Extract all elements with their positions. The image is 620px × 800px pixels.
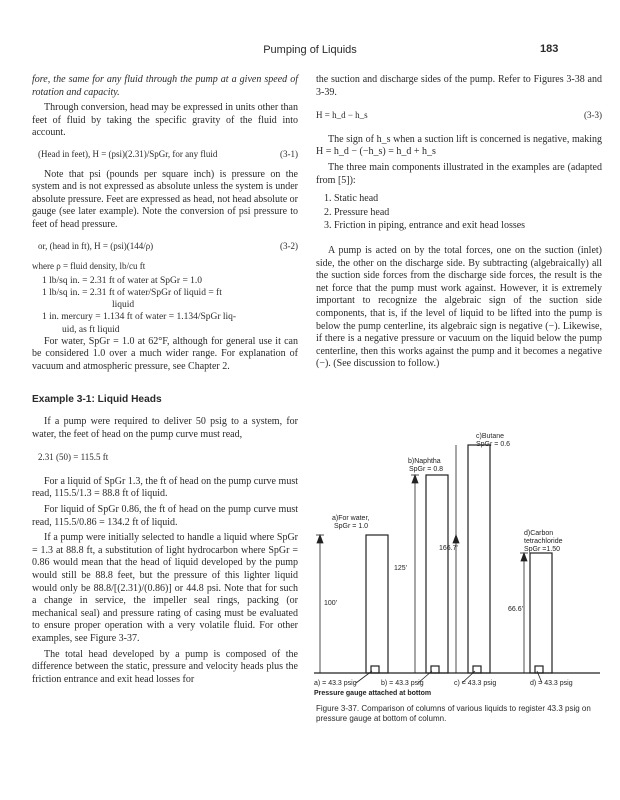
gauge-naphtha: b) = 43.3 psig xyxy=(381,680,424,687)
equation-3-2-number: (3-2) xyxy=(280,240,298,251)
conversion-3: 1 in. mercury = 1.134 ft of water = 1.134/SpGr liq- xyxy=(42,312,237,323)
list-item: 2. Pressure head xyxy=(324,206,390,218)
figure-caption: Figure 3-37. Comparison of columns of various liquids to register 43.3 psig on pressure gauge at bottom of column. xyxy=(316,704,591,723)
paragraph-water: For water, SpGr = 1.0 at 62°F, although for general use it can be considered 1.0 over a much wider range. For explanation of vacuum and atmospheric pressure, see Chapter 2. xyxy=(32,335,298,372)
conversion-1: 1 lb/sq in. = 2.31 ft of water at SpGr = 1.0 xyxy=(42,275,203,286)
conversion-list xyxy=(32,275,298,336)
equation-3-3-text: H = h_d − h_s xyxy=(316,110,368,121)
paragraph-sign: The sign of h_s when a suction lift is concerned is negative, making H = h_d − (−h_s) = h_d + h_s xyxy=(316,133,602,158)
conversion-2: 1 lb/sq in. = 2.31 ft of water/SpGr of liquid = ft xyxy=(42,287,222,298)
column-carbon-tet xyxy=(530,553,552,673)
left-column xyxy=(32,74,298,689)
example-para-2: For a liquid of SpGr 1.3, the ft of head on the pump curve must read, 115.5/1.3 = 88.8 ft of liquid. xyxy=(32,475,298,500)
label-carbon-2: tetrachloride xyxy=(524,538,563,545)
equation-3-3-number: (3-3) xyxy=(584,110,602,121)
label-butane-1: c)Butane xyxy=(476,433,505,440)
height-carbon-tet: 66.6' xyxy=(508,606,523,613)
equation-3-2-text: or, (head in ft), H = (psi)(144/ρ) xyxy=(38,240,154,251)
right-column xyxy=(316,74,602,374)
example-equation-text: 2.31 (50) = 115.5 ft xyxy=(38,452,109,463)
figure-3-37 xyxy=(312,458,602,701)
where-clause: where ρ = fluid density, lb/cu ft xyxy=(32,261,146,272)
example-heading: Example 3-1: Liquid Heads xyxy=(32,393,162,405)
label-naphtha-2: SpGr = 0.8 xyxy=(409,466,444,473)
height-naphtha: 125' xyxy=(394,565,408,572)
column-water xyxy=(366,535,388,673)
label-butane-2: SpGr = 0.6 xyxy=(476,441,511,448)
paragraph-continued: fore, the same for any fluid through the pump at a given speed of rotation and capacity. xyxy=(32,74,298,98)
page-number: 183 xyxy=(540,43,559,55)
equation-3-1 xyxy=(32,148,298,161)
conversion-2-cont: liquid xyxy=(112,300,135,311)
component-list xyxy=(316,193,602,233)
paragraph-psi-note: Note that psi (pounds per square inch) is pressure on the system and is not expressed as absolute unless the system is under absolute pressure. Feet are expressed as head, not head absolute or gauge (see later example). Note the conversion of psi pressure to feet of head pressure. xyxy=(32,168,299,230)
label-water-2: SpGr = 1.0 xyxy=(334,523,369,530)
column-butane xyxy=(468,445,490,673)
equation-3-1-text: (Head in feet), H = (psi)(2.31)/SpGr, for any fluid xyxy=(38,148,218,159)
paragraph-conversion: Through conversion, head may be expressed in units other than feet of fluid by taking the specific gravity of the fluid into account. xyxy=(32,102,298,139)
list-item: 3. Friction in piping, entrance and exit head losses xyxy=(324,220,526,232)
example-equation xyxy=(32,451,298,464)
conversion-3-cont: uid, as ft liquid xyxy=(62,324,120,335)
gauge-butane: c) = 43.3 psig xyxy=(454,680,497,687)
list-item: 1. Static head xyxy=(324,193,379,205)
label-carbon-3: SpGr =1.50 xyxy=(524,546,560,553)
label-carbon-1: d)Carbon xyxy=(524,530,554,537)
paragraph-total-head: The total head developed by a pump is composed of the difference between the static, pressure and velocity heads plus the friction entrance and exit head losses for xyxy=(32,648,298,685)
column-naphtha xyxy=(426,475,448,673)
equation-3-3 xyxy=(316,109,602,122)
gauge-carbon-tet: d) = 43.3 psig xyxy=(530,680,573,687)
figure-note: Pressure gauge attached at bottom xyxy=(314,690,432,697)
paragraph-components: The three main components illustrated in the examples are (adapted from [5]): xyxy=(316,161,602,186)
running-header-title: Pumping of Liquids xyxy=(263,44,357,56)
height-butane: 166.7' xyxy=(439,545,458,552)
paragraph-suction-discharge: the suction and discharge sides of the pump. Refer to Figures 3-38 and 3-39. xyxy=(316,74,602,98)
example-para-1: If a pump were required to deliver 50 psig to a system, for water, the feet of head on the pump curve must read, xyxy=(32,416,298,440)
equation-3-1-number: (3-1) xyxy=(280,148,298,159)
label-naphtha-1: b)Naphtha xyxy=(408,458,441,465)
gauge-water: a) = 43.3 psig xyxy=(314,680,357,687)
example-para-4: If a pump were initially selected to handle a liquid where SpGr = 1.3 at 88.8 ft, a substitution of light hydrocarbon where SpGr = 0.86 would mean that the head of liquid developed by the pump would still be 88.8 feet, but the pressure of this lighter liquid would only be 88.8/[(2.31)/(0.86)] or 44.8 psi. Note that for such a change in service, the impeller seal rings, packing (or mechanical seal) and pressure rating of casing must be evaluated to ensure proper operation with a very volatile fluid. For other examples, see Figure 3-37. xyxy=(32,532,298,645)
equation-3-2 xyxy=(32,240,298,253)
example-para-3: For liquid of SpGr 0.86, the ft of head on the pump curve must read, 115.5/0.86 = 134.2 ft of liquid. xyxy=(32,504,298,528)
paragraph-forces: A pump is acted on by the total forces, one on the suction (inlet) side, the other on the discharge side. By subtracting (algebraically) all the suction side forces from the discharge side forces, the result is the net force that the pump must work against. However, it is extremely important to recognize the algebraic sign of the suction side components, that is, if the level of liquid to be lifted into the pump is below the pump centerline, its algebraic sign is negative (−). Likewise, if there is a negative pressure or vacuum on the liquid below the pump centerline, then this works against the pump and it becomes a negative (−). (See discussion to follow.) xyxy=(316,244,602,370)
height-water: 100' xyxy=(324,600,338,607)
label-butane xyxy=(476,433,510,449)
label-water-1: a)For water, xyxy=(332,515,370,522)
